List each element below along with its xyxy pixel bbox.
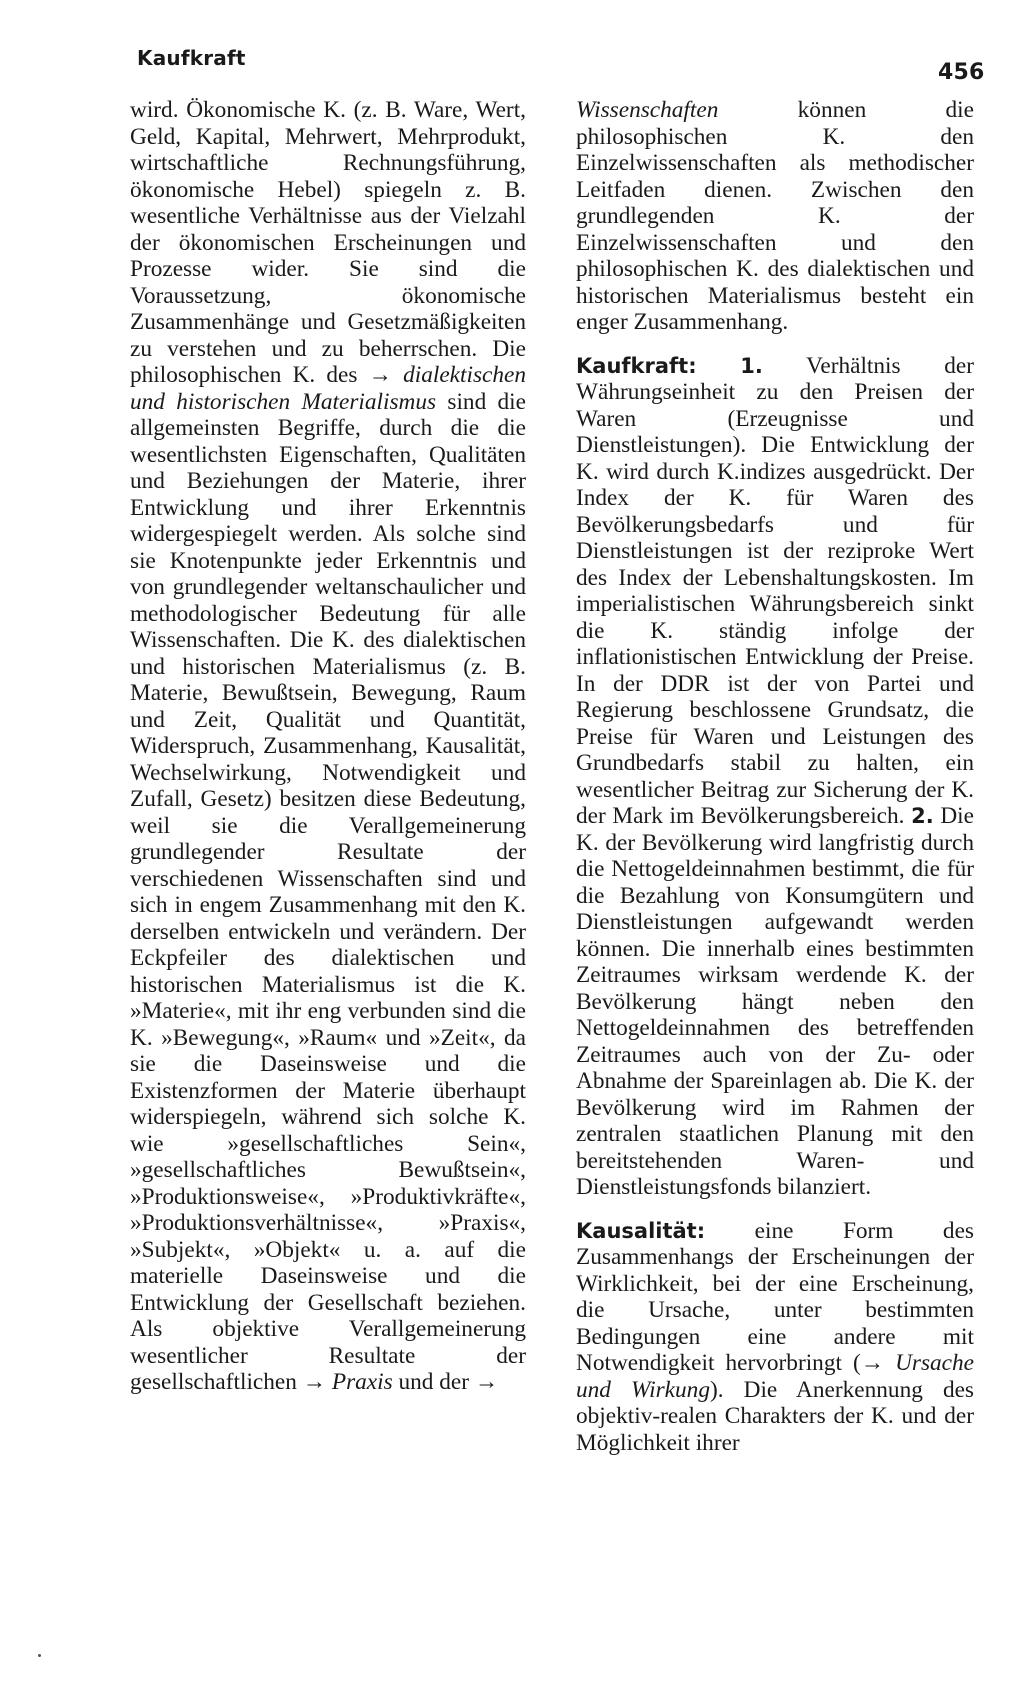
cross-reference-arrow: →	[474, 1369, 499, 1395]
left-column	[130, 97, 526, 1396]
entry-kaufkraft	[576, 353, 974, 1201]
sense-number: 2.	[911, 804, 934, 828]
entry-continuation-paragraph	[576, 97, 974, 336]
body-text: eine Form des Zusammenhangs der Erscheinungen der Wirklichkeit, bei der eine Erscheinung, die Ursache, unter bestimmten Bedingungen eine andere mit Notwendigkeit hervorbringt (	[576, 1217, 974, 1376]
cross-reference-arrow: →	[302, 1369, 327, 1395]
cross-reference: dialektischen und historischen Materialismus	[130, 362, 527, 415]
right-column	[576, 97, 974, 1456]
body-text: wird. Ökonomische K. (z. B. Ware, Wert, Geld, Kapital, Mehrwert, Mehrprodukt, wirtschaftliche Rechnungsführung, ökonomische Hebel) spiegeln z. B. wesentliche Verhältnisse aus der Vielzahl der ökonomischen Erscheinungen und Prozesse wider. Sie sind die Voraussetzung, ökonomische Zusammenhänge und Gesetzmäßigkeiten zu verstehen und zu beherrschen. Die philosophischen K. des	[130, 97, 526, 388]
print-speck	[38, 1654, 41, 1657]
body-text: ). Die Anerkennung des objektiv-realen Charakters der K. und der Möglichkeit ihrer	[576, 1376, 974, 1456]
cross-reference: Wissenschaften	[576, 97, 719, 123]
body-text: können die philosophischen K. den Einzelwissenschaften als methodischer Leitfaden dienen. Zwischen den grundlegenden K. der Einzelwissenschaften und den philosophischen K. des dialektischen und historischen Materialismus besteht ein enger Zusammenhang.	[576, 97, 974, 335]
headword: Kaufkraft:	[576, 353, 697, 378]
cross-reference: Praxis	[331, 1369, 393, 1395]
body-text: sind die allgemeinsten Begriffe, durch die die wesentlichsten Eigenschaften, Qualitäten und Beziehungen der Materie, ihrer Entwicklung und ihrer Erkenntnis widergespiegelt werden. Als solche sind sie Knotenpunkte jeder Erkenntnis und von grundlegender weltanschaulicher und methodologischer Bedeutung für alle Wissenschaften. Die K. des dialektischen und historischen Materialismus (z. B. Materie, Bewußtsein, Bewegung, Raum und Zeit, Qualität und Quantität, Widerspruch, Zusammenhang, Kausalität, Wechselwirkung, Notwendigkeit und Zufall, Gesetz) besitzen diese Bedeutung, weil sie die Verallgemeinerung grundlegender Resultate der verschiedenen Wissenschaften sind und sich in engem Zusammenhang mit den K. derselben entwickeln und verändern. Der Eckpfeiler des dialektischen und historischen Materialismus ist die K. »Materie«, mit ihr eng verbunden sind die K. »Bewegung«, »Raum« und »Zeit«, da sie die Daseinsweise und die Existenzformen der Materie überhaupt widerspiegeln, während sich solche K. wie »gesellschaftliches Sein«, »gesellschaftliches Bewußtsein«, »Produktionsweise«, »Produktivkräfte«, »Produktionsverhältnisse«, »Praxis«, »Subjekt«, »Objekt« u. a. auf die materielle Daseinsweise und die Entwicklung der Gesellschaft beziehen. Als objektive Verallgemeinerung wesentlicher Resultate der gesellschaftlichen	[130, 388, 527, 1395]
cross-reference-arrow: →	[368, 362, 392, 388]
cross-reference-arrow: →	[860, 1350, 885, 1376]
entry-kausalitaet	[576, 1218, 974, 1457]
cross-reference: Ursache und Wirkung	[576, 1350, 974, 1403]
body-text: Verhältnis der Währungseinheit zu den Preisen der Waren (Erzeugnisse und Dienstleistungen). Die Entwicklung der K. wird durch K.indizes ausgedrückt. Der Index der K. für Waren des Bevölkerungsbedarfs und für Dienstleistungen ist der reziproke Wert des Index der Lebenshaltungskosten. Im imperialistischen Währungsbereich sinkt die K. ständig infolge der inflationistischen Entwicklung der Preise. In der DDR ist der von Partei und Regierung beschlossene Grundsatz, die Preise für Waren und Leistungen des Grundbedarfs stabil zu halten, ein wesentlicher Beitrag zur Sicherung der K. der Mark im Bevölkerungsbereich.	[576, 352, 974, 829]
sense-number: 1.	[740, 353, 763, 378]
body-text: und der	[398, 1369, 470, 1395]
running-head: Kaufkraft	[137, 46, 246, 70]
body-text: Die K. der Bevölkerung wird langfristig durch die Nettogeldeinnahmen bestimmt, die für die Bezahlung von Konsumgütern und Dienstleistungen aufgewandt werden können. Die innerhalb eines bestimmten Zeitraumes wirksam werdende K. der Bevölkerung hängt neben den Nettogeldeinnahmen des betreffenden Zeitraumes auch von der Zu- oder Abnahme der Spareinlagen ab. Die K. der Bevölkerung wird im Rahmen der zentralen staatlichen Planung mit den bereitstehenden Waren- und Dienstleistungsfonds bilanziert.	[576, 803, 974, 1200]
page-number: 456	[938, 60, 985, 85]
entry-continuation-paragraph	[130, 97, 526, 1396]
headword: Kausalität:	[576, 1218, 706, 1243]
